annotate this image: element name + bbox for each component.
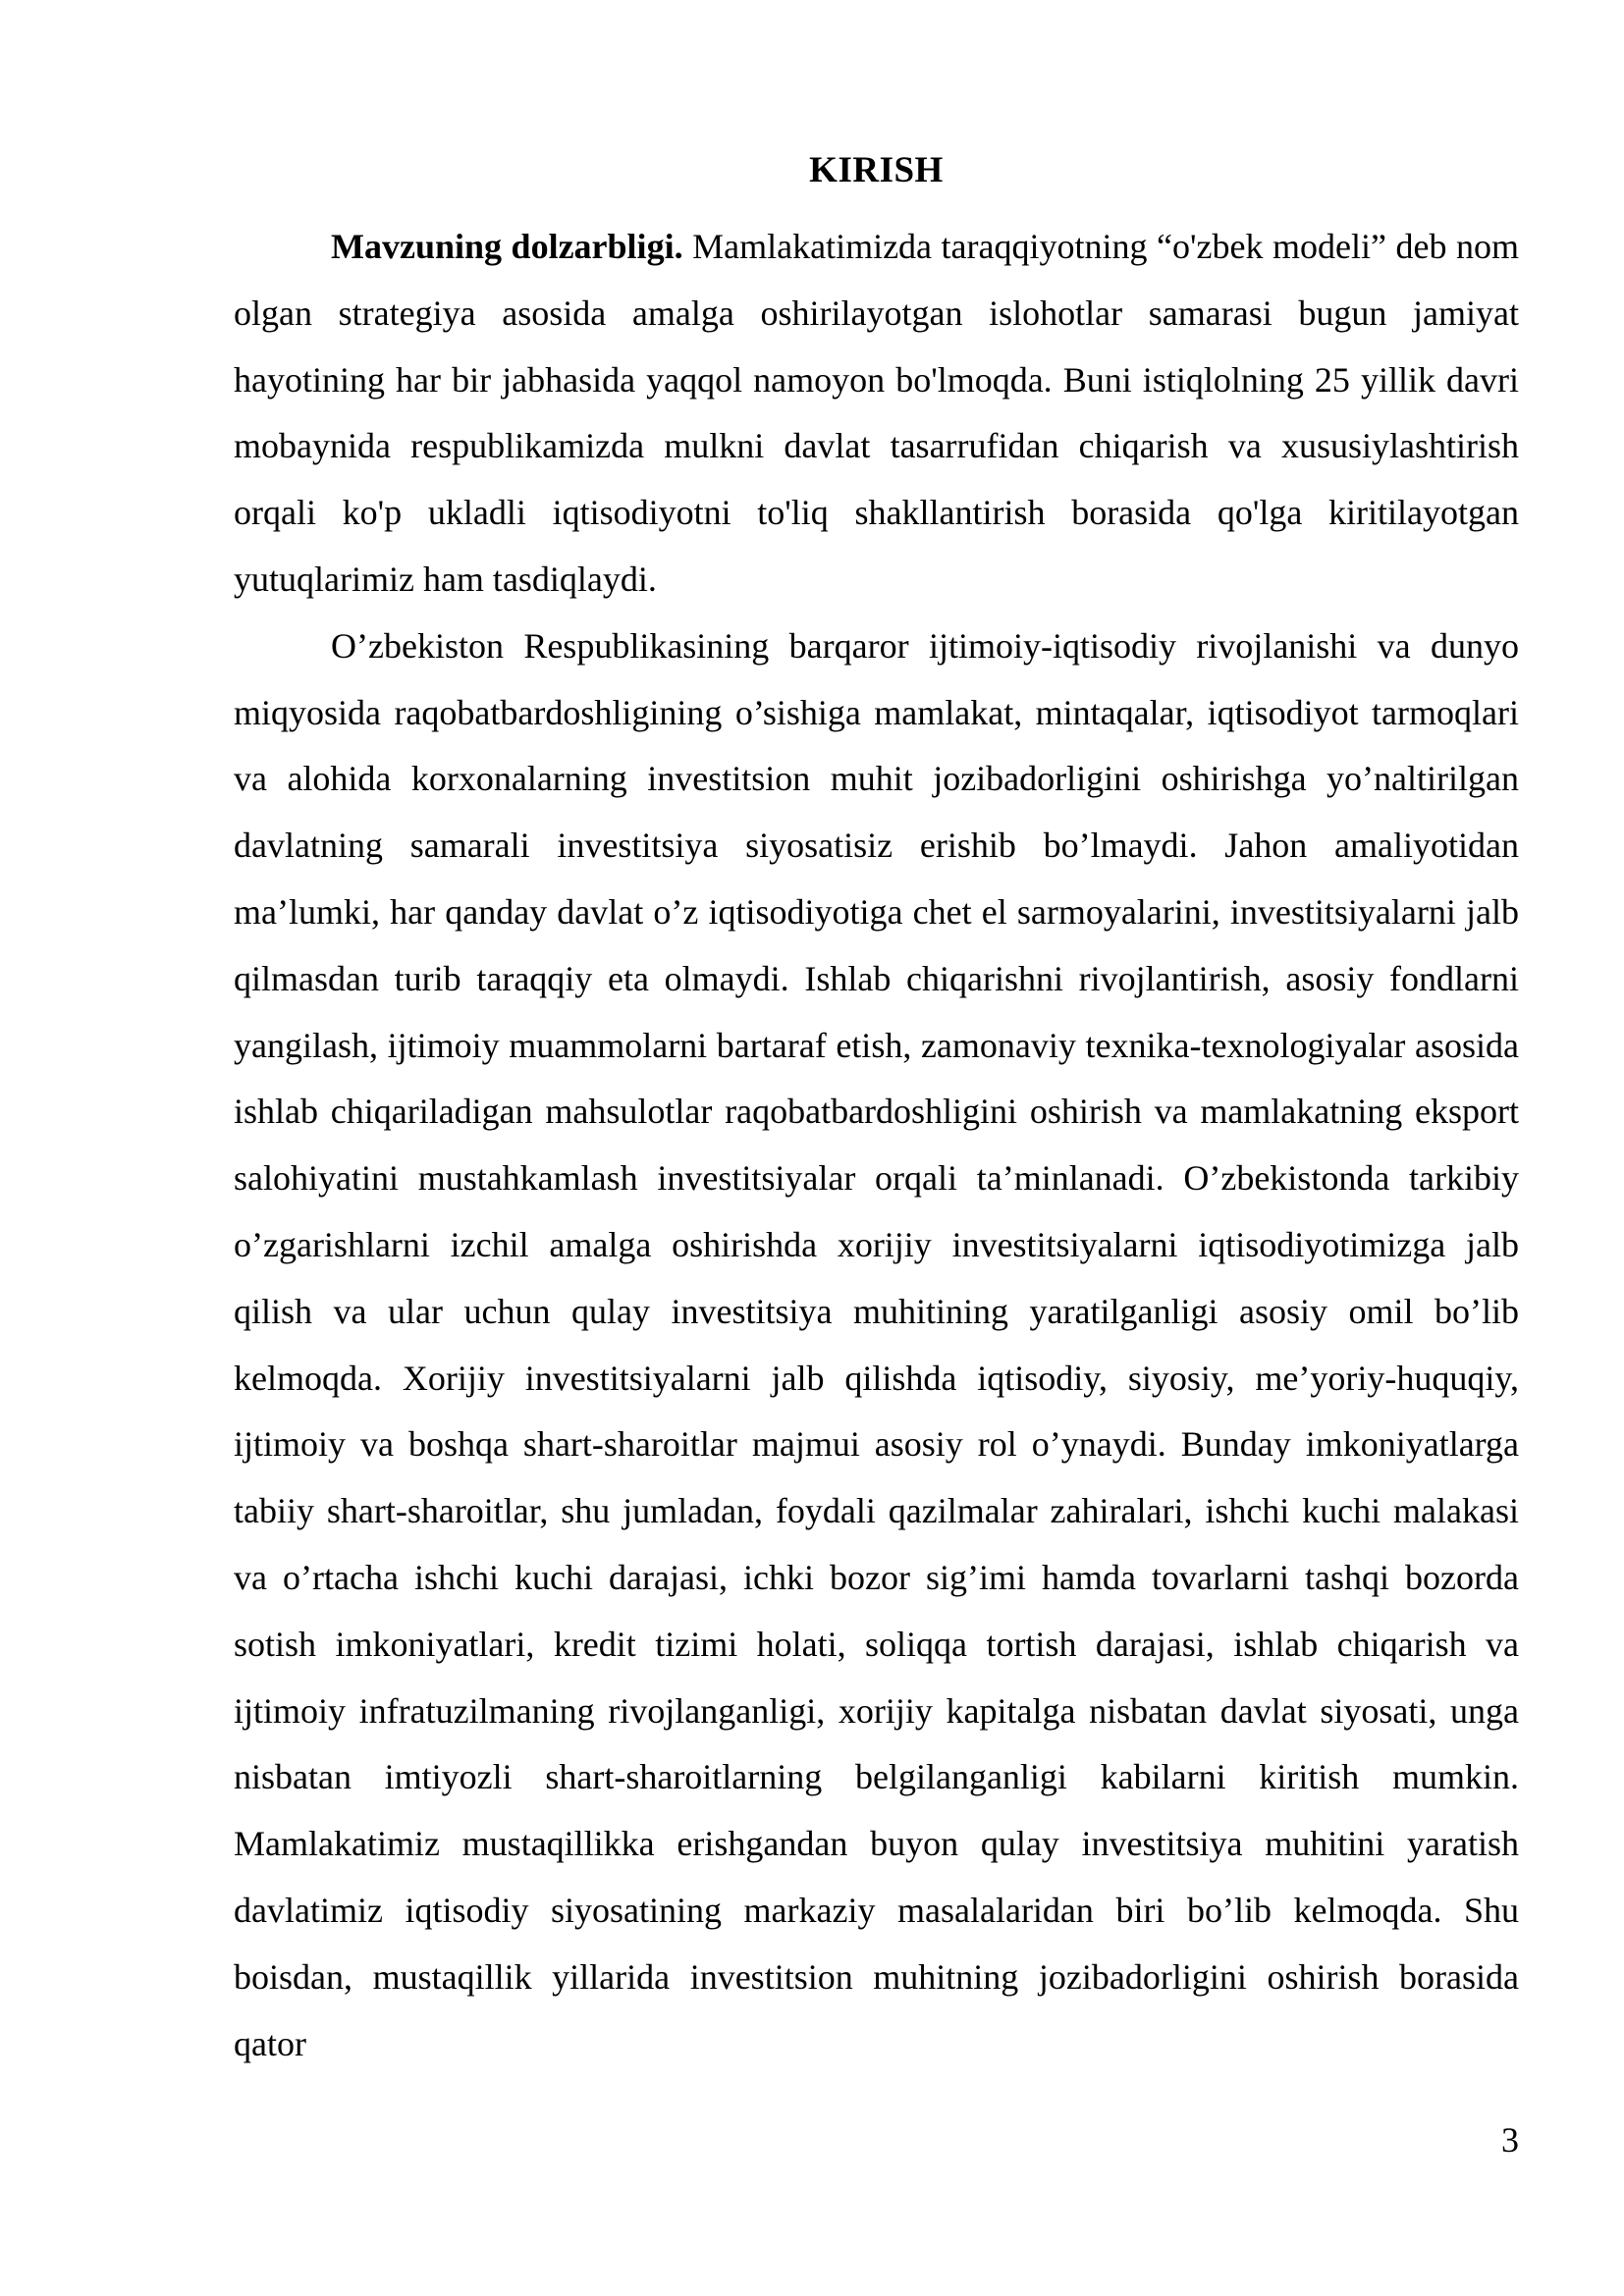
section-title: KIRISH	[809, 150, 944, 190]
paragraph-relevance	[234, 214, 1519, 614]
paragraph-text: O’zbekiston Respublikasining barqaror ijtimoiy-iqtisodiy rivojlanishi va dunyo miqyosida raqobatbardoshligining o’sishiga mamlakat, mintaqalar, iqtisodiyot tarmoqlari va alohida korxonalarning investitsion muhit jozibadorligini oshirishga yo’naltirilgan davlatning samarali investitsiya siyosatisiz erishib bo’lmaydi. Jahon amaliyotidan ma’lumki, har qanday davlat o’z iqtisodiyotiga chet el sarmoyalarini, investitsiyalarni jalb qilmasdan turib taraqqiy eta olmaydi. Ishlab chiqarishni rivojlantirish, asosiy fondlarni yangilash, ijtimoiy muammolarni bartaraf etish, zamonaviy texnika-texnologiyalar asosida ishlab chiqariladigan mahsulotlar raqobatbardoshligini oshirish va mamlakatning eksport salohiyatini mustahkamlash investitsiyalar orqali ta’minlanadi. O’zbekistonda tarkibiy o’zgarishlarni izchil amalga oshirishda xorijiy investitsiyalarni iqtisodiyotimizga jalb qilish va ular uchun qulay investitsiya muhitining yaratilganligi asosiy omil bo’lib kelmoqda. Xorijiy investitsiyalarni jalb qilishda iqtisodiy, siyosiy, me’yoriy-huquqiy, ijtimoiy va boshqa shart-sharoitlar majmui asosiy rol o’ynaydi. Bunday imkoniyatlarga tabiiy shart-sharoitlar, shu jumladan, foydali qazilmalar zahiralari, ishchi kuchi malakasi va o’rtacha ishchi kuchi darajasi, ichki bozor sig’imi hamda tovarlarni tashqi bozorda sotish imkoniyatlari, kredit tizimi holati, soliqqa tortish darajasi, ishlab chiqarish va ijtimoiy infratuzilmaning rivojlanganligi, xorijiy kapitalga nisbatan davlat siyosati, unga nisbatan imtiyozli shart-sharoitlarning belgilanganligi kabilarni kiritish mumkin. Mamlakatimiz mustaqillikka erishgandan buyon qulay investitsiya muhitini yaratish davlatimiz iqtisodiy siyosatining markaziy masalalaridan biri bo’lib kelmoqda. Shu boisdan, mustaqillik yillarida investitsion muhitning jozibadorligini oshirish borasida qator	[234, 625, 1519, 2063]
paragraph-investment	[234, 614, 1519, 2078]
paragraph-text: Mamlakatimizda taraqqiyotning “o'zbek modeli” deb nom olgan strategiya asosida amalga oshirilayotgan islohotlar samarasi bugun jamiyat hayotining har bir jabhasida yaqqol namoyon bo'lmoqda. Buni istiqlolning 25 yillik davri mobaynida respublikamizda mulkni davlat tasarrufidan chiqarish va xususiylashtirish orqali ko'p ukladli iqtisodiyotni to'liq shakllantirish borasida qo'lga kiritilayotgan yutuqlarimiz ham tasdiqlaydi.	[234, 227, 1520, 599]
paragraph-lead: Mavzuning dolzarbligi.	[331, 227, 683, 266]
page-number: 3	[1501, 2120, 1519, 2160]
document-page	[234, 147, 1519, 2077]
